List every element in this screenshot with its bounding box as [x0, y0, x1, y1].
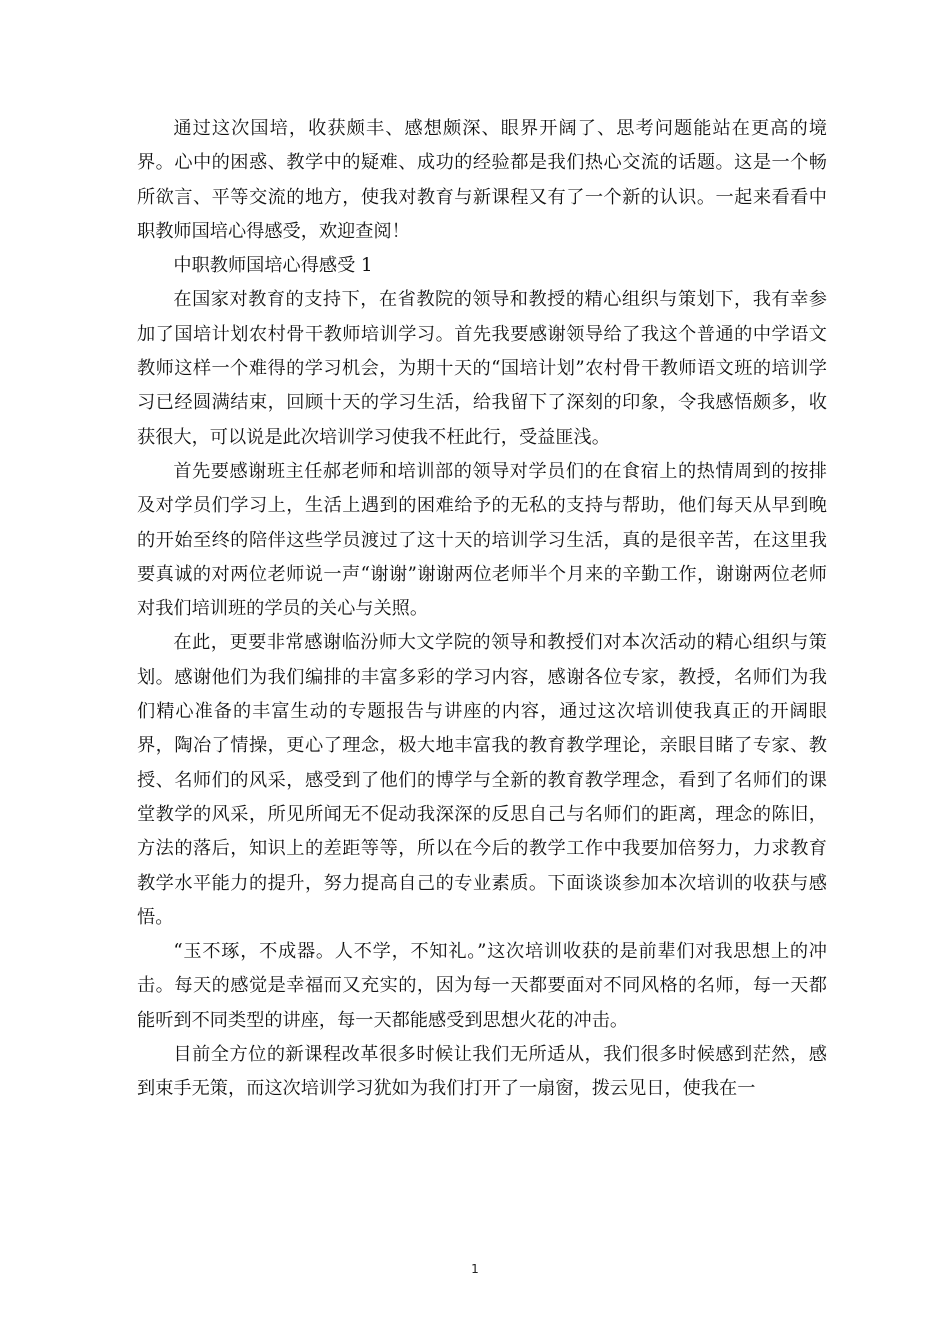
intro-paragraph: 通过这次国培，收获颇丰、感想颇深、眼界开阔了、思考问题能站在更高的境界。心中的困惑、教学中的疑难、成功的经验都是我们热心交流的话题。这是一个畅所欲言、平等交流的地方，使我对教育与新课程又有了一个新的认识。一起来看看中职教师国培心得感受，欢迎查阅！ [137, 118, 827, 242]
body-paragraph-3: 在此，更要非常感谢临汾师大文学院的领导和教授们对本次活动的精心组织与策划。感谢他们为我们编排的丰富多彩的学习内容，感谢各位专家，教授，名师们为我们精心准备的丰富生动的专题报告与讲座的内容，通过这次培训使我真正的开阔眼界，陶冶了情操，更心了理念，极大地丰富我的教育教学理论，亲眼目睹了专家、教授、名师们的风采，感受到了他们的博学与全新的教育教学理念，看到了名师们的课堂教学的风采，所见所闻无不促动我深深的反思自己与名师们的距离，理念的陈旧，方法的落后，知识上的差距等等，所以在今后的教学工作中我要加倍努力，力求教育教学水平能力的提升，努力提高自己的专业素质。下面谈谈参加本次培训的收获与感悟。 [137, 632, 827, 928]
document-body [137, 112, 827, 1107]
body-paragraph-2: 首先要感谢班主任郝老师和培训部的领导对学员们的在食宿上的热情周到的按排及对学员们学习上，生活上遇到的困难给予的无私的支持与帮助，他们每天从早到晚的开始至终的陪伴这些学员渡过了这十天的培训学习生活，真的是很辛苦，在这里我要真诚的对两位老师说一声“谢谢”谢谢两位老师半个月来的辛勤工作，谢谢两位老师对我们培训班的学员的关心与关照。 [137, 460, 827, 620]
body-paragraph-5: 目前全方位的新课程改革很多时候让我们无所适从，我们很多时候感到茫然，感到束手无策，而这次培训学习犹如为我们打开了一扇窗，拨云见日，使我在一 [137, 1044, 827, 1100]
page-number: 1 [471, 1262, 479, 1276]
body-paragraph-4: “玉不琢，不成器。人不学，不知礼。”这次培训收获的是前辈们对我思想上的冲击。每天的感觉是幸福而又充实的，因为每一天都要面对不同风格的名师，每一天都能听到不同类型的讲座，每一天都能感受到思想火花的冲击。 [137, 941, 827, 1031]
section-heading: 中职教师国培心得感受 1 [173, 255, 373, 277]
body-paragraph-1: 在国家对教育的支持下，在省教院的领导和教授的精心组织与策划下，我有幸参加了国培计划农村骨干教师培训学习。首先我要感谢领导给了我这个普通的中学语文教师这样一个难得的学习机会，为期十天的“国培计划”农村骨干教师语文班的培训学习已经圆满结束，回顾十天的学习生活，给我留下了深刻的印象，令我感悟颇多，收获很大，可以说是此次培训学习使我不枉此行，受益匪浅。 [137, 289, 827, 448]
